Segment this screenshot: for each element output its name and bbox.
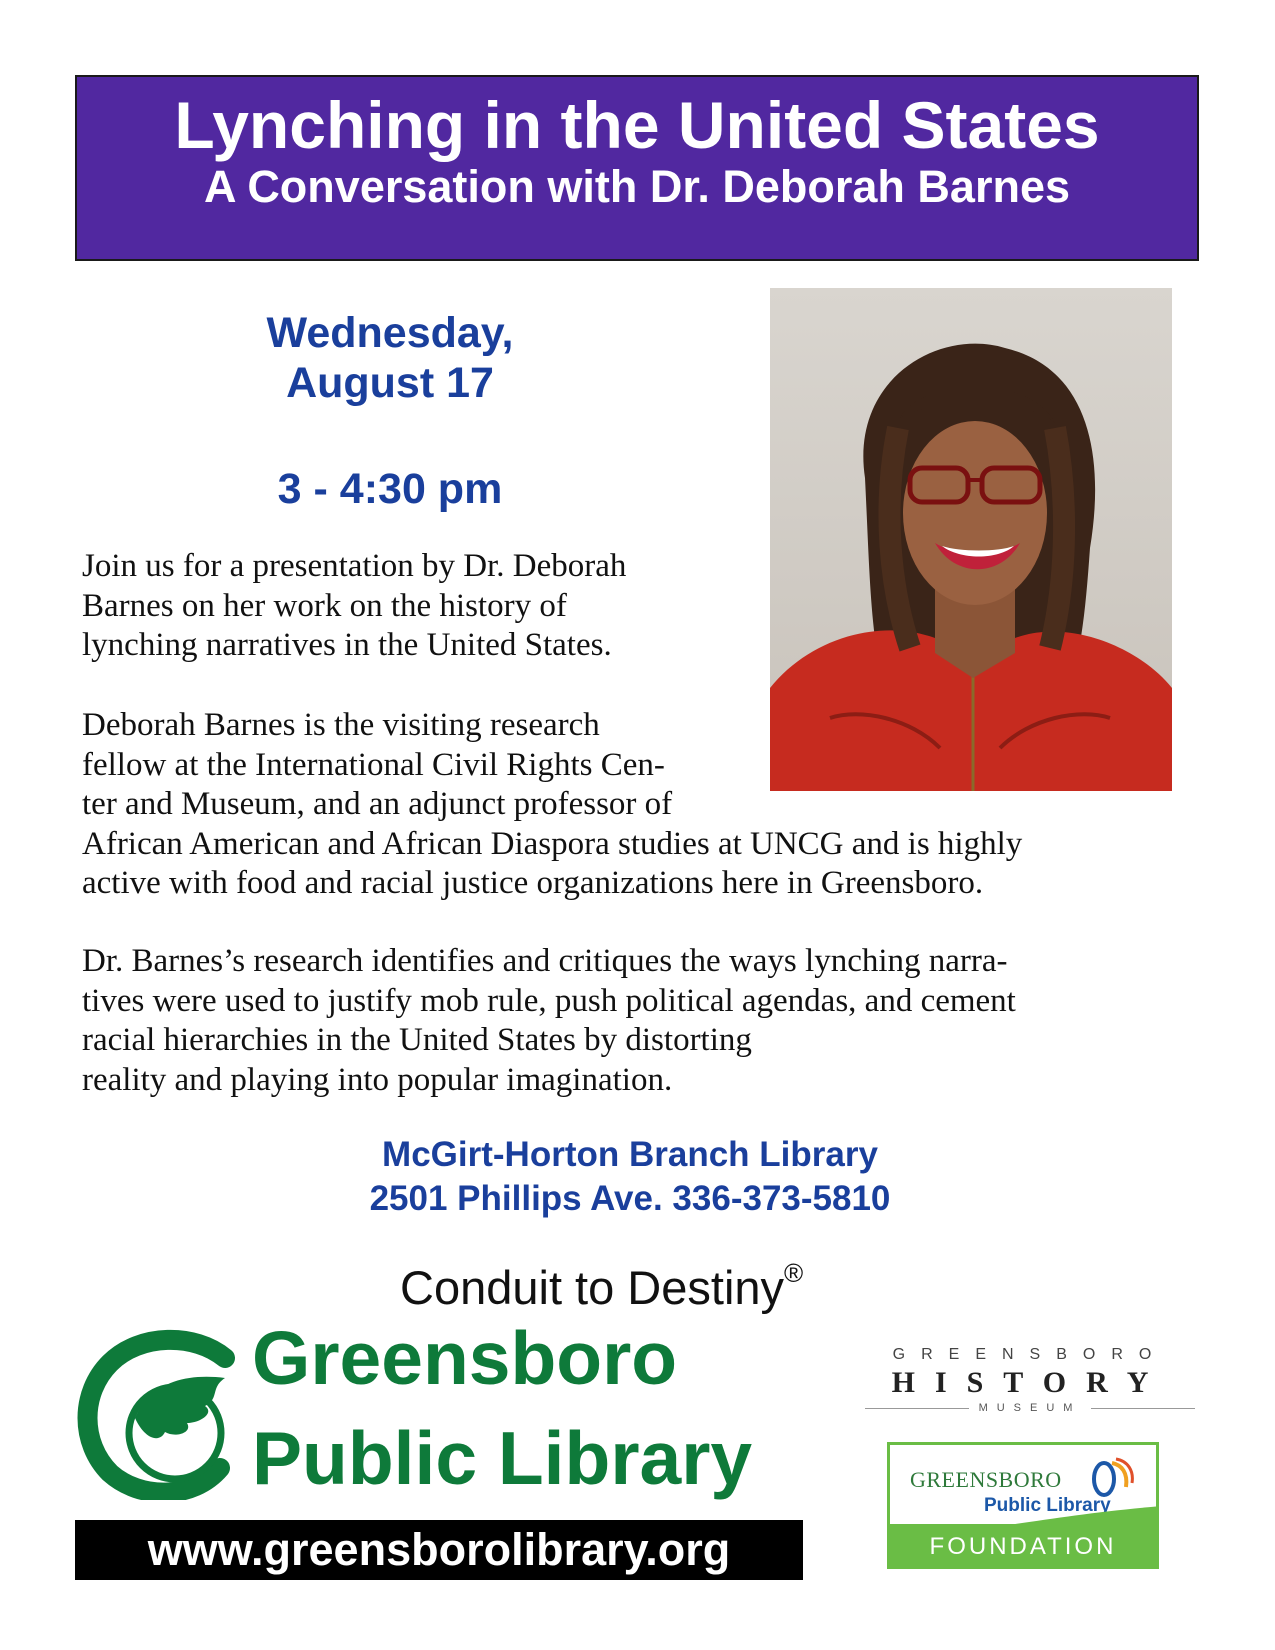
- text-line: Barnes on her work on the history of: [82, 587, 567, 624]
- museum-line2: HISTORY: [891, 1366, 1169, 1399]
- event-subtitle: A Conversation with Dr. Deborah Barnes: [203, 161, 1070, 212]
- foundation-line3: FOUNDATION: [890, 1524, 1156, 1566]
- library-foundation-logo: [887, 1442, 1159, 1569]
- library-leaf-icon: [75, 1328, 245, 1505]
- foundation-line1: GREENSBORO: [910, 1467, 1062, 1492]
- description-paragraph-2: [82, 706, 1232, 904]
- museum-line3-row: [865, 1402, 1195, 1414]
- description-paragraph-1: [82, 547, 722, 666]
- text-line: ter and Museum, and an adjunct professor of: [82, 786, 673, 822]
- venue-name: McGirt-Horton Branch Library: [382, 1135, 878, 1174]
- text-line: lynching narratives in the United States.: [82, 627, 612, 663]
- divider: [1091, 1408, 1195, 1409]
- text-line: fellow at the International Civil Rights Cen-: [82, 746, 665, 783]
- text-line: reality and playing into popular imagination.: [82, 1061, 673, 1098]
- text-line: racial hierarchies in the United States by distorting: [82, 1022, 752, 1058]
- museum-line1: GREENSBORO: [892, 1346, 1168, 1363]
- text-line: Join us for a presentation by Dr. Deborah: [82, 548, 627, 584]
- text-line: tives were used to justify mob rule, push political agendas, and cement: [82, 982, 1016, 1019]
- history-museum-logo: [865, 1344, 1195, 1414]
- event-time: 3 - 4:30 pm: [277, 465, 503, 513]
- text-line: Deborah Barnes is the visiting research: [82, 707, 600, 743]
- event-date: August 17: [286, 359, 494, 407]
- text-line: active with food and racial justice organizations here in Greensboro.: [82, 865, 984, 901]
- library-name-line2: Public Library: [252, 1416, 753, 1500]
- registered-mark: ®: [784, 1258, 804, 1288]
- event-day: Wednesday,: [266, 309, 514, 357]
- tagline-text: Conduit to Destiny: [400, 1261, 785, 1314]
- venue-address: 2501 Phillips Ave. 336-373-5810: [369, 1179, 891, 1218]
- foundation-line2: Public Library: [984, 1495, 1111, 1516]
- museum-line3: MUSEUM: [978, 1402, 1082, 1414]
- title-banner: [75, 75, 1199, 261]
- description-paragraph-3: [82, 942, 1232, 1100]
- tagline: [400, 1260, 803, 1316]
- library-url-link[interactable]: www.greensborolibrary.org: [75, 1520, 803, 1580]
- event-title: Lynching in the United States: [174, 88, 1100, 162]
- divider: [865, 1408, 969, 1409]
- text-line: African American and African Diaspora studies at UNCG and is highly: [82, 825, 1023, 862]
- library-name-line1: Greensboro: [252, 1316, 678, 1400]
- text-line: Dr. Barnes’s research identifies and critiques the ways lynching narra-: [82, 943, 1008, 979]
